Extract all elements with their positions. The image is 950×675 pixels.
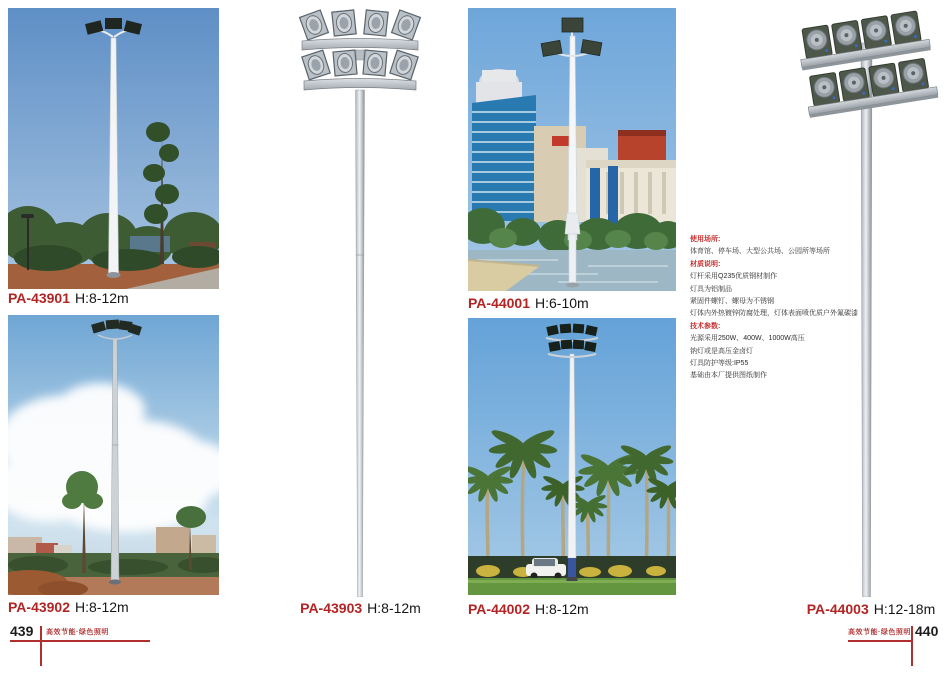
photo-pa-44001 [468, 8, 676, 291]
product-code: PA-43903 [300, 600, 363, 616]
info-line: 钠灯或是高压金卤灯 [690, 347, 753, 355]
render-pa-44003 [795, 3, 947, 597]
photo-pa-43902 [8, 315, 219, 595]
product-code: PA-44003 [806, 601, 869, 617]
photo-pa-44002 [468, 318, 676, 595]
product-label-pa-44001 [468, 296, 589, 310]
product-height: H:8-12m [75, 290, 129, 306]
product-code: PA-43901 [8, 290, 71, 306]
info-line: 灯体内外热镀锌防腐处理，灯体表面喷优质户外氟碳漆 [690, 310, 858, 318]
product-label-pa-43902 [8, 600, 129, 614]
info-heading-usage: 使用场所: [690, 236, 721, 243]
footer-divider-left [40, 626, 42, 666]
footer-slogan-left: 高效节能·绿色照明 [46, 629, 109, 636]
product-height: H:8-12m [75, 599, 129, 615]
footer-slogan-right: 高效节能·绿色照明 [848, 629, 911, 636]
info-line: 基础由本厂提供图纸制作 [690, 372, 767, 380]
product-code: PA-44002 [468, 601, 531, 617]
product-code: PA-43902 [8, 599, 71, 615]
info-heading-tech: 技术参数: [690, 322, 721, 330]
footer-divider-right [911, 626, 913, 666]
info-heading-material: 材质说明: [690, 260, 721, 268]
product-label-pa-43901 [8, 291, 129, 305]
page-number-right: 440 [915, 623, 939, 639]
product-label-pa-44003 [795, 602, 947, 616]
product-height: H:12-18m [873, 601, 936, 617]
page-number-left: 439 [10, 623, 34, 639]
product-height: H:8-12m [535, 601, 589, 617]
info-line: 光源采用250W、400W、1000W高压 [690, 335, 805, 343]
info-line: 灯具防护等级:IP55 [690, 360, 749, 368]
product-label-pa-43903 [288, 601, 433, 615]
info-line: 体育馆、停车场、大型公共场、公园所等场所 [690, 248, 830, 256]
product-height: H:8-12m [367, 600, 421, 616]
photo-pa-43901 [8, 8, 219, 289]
info-line: 灯杆采用Q235优质钢材制作 [690, 273, 778, 281]
render-pa-43903 [288, 5, 433, 597]
info-line: 紧固件螺钉、螺母为不锈钢 [690, 298, 774, 306]
footer-rule-left [10, 640, 150, 642]
product-code: PA-44001 [468, 295, 531, 311]
product-label-pa-44002 [468, 602, 589, 616]
footer-rule-right [848, 640, 912, 642]
product-height: H:6-10m [535, 295, 589, 311]
info-line: 灯具为铝制品 [690, 285, 732, 293]
